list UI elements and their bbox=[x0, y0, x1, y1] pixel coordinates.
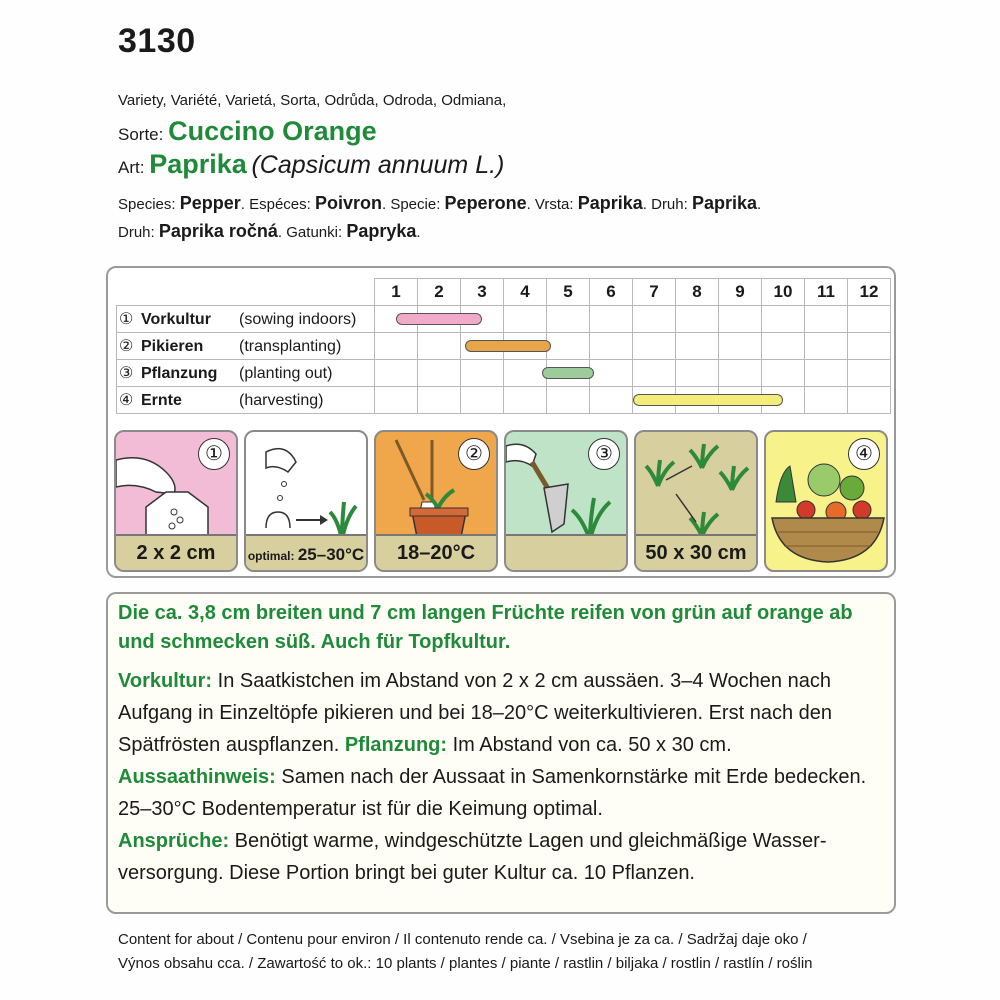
species-item: Specie: Peperone. bbox=[390, 193, 531, 213]
variety-name: Cuccino Orange bbox=[168, 116, 377, 146]
calendar-row-vorkultur bbox=[117, 306, 891, 333]
keyword-vorkultur: Vorkultur: bbox=[118, 670, 213, 692]
step-spacing bbox=[634, 430, 758, 572]
art-label: Art: bbox=[118, 158, 145, 177]
calendar-row-pflanzung bbox=[117, 360, 891, 387]
species-item: Druh: Paprika ročná. bbox=[118, 221, 283, 241]
species-name: Paprika bbox=[149, 149, 247, 179]
calendar-bar bbox=[542, 367, 594, 379]
month-header: 3 bbox=[461, 279, 504, 306]
month-header: 2 bbox=[418, 279, 461, 306]
calendar-corner bbox=[117, 279, 375, 306]
step-badge: ① bbox=[198, 438, 230, 470]
step-label: 18–20°C bbox=[396, 542, 476, 564]
content-footer bbox=[118, 928, 918, 976]
footer-line: Content for about / Contenu pour environ / Il contenuto rende ca. / Vsebina je za ca. / Sadržaj daje oko / bbox=[118, 931, 807, 948]
step-harvest bbox=[764, 430, 888, 572]
cultivation-panel bbox=[106, 266, 896, 578]
footer-line: Výnos obsahu cca. / Zawartość to ok.: 10 plants / plantes / piante / rastlin / biljaka / rostlin / rastlín / roślin bbox=[118, 955, 813, 972]
month-header: 4 bbox=[504, 279, 547, 306]
step-badge: ③ bbox=[588, 438, 620, 470]
text-aussaathinweis: Samen nach der Aussaat in Samenkornstärke mit Erde bedecken. 25–30°C Bodentemperatur ist für die Keimung optimal. bbox=[118, 766, 867, 820]
step-sowing bbox=[114, 430, 238, 572]
row-label: ④ Ernte (harvesting) bbox=[117, 387, 375, 414]
text-pflanzung: Im Abstand von ca. 50 x 30 cm. bbox=[447, 734, 732, 756]
variety-row bbox=[118, 116, 377, 147]
step-label: optimal: 25–30°C bbox=[247, 545, 365, 564]
description-box bbox=[106, 592, 896, 914]
row-label: ② Pikieren (transplanting) bbox=[117, 333, 375, 360]
spacing-icon bbox=[636, 432, 758, 542]
latin-name: (Capsicum annuum L.) bbox=[251, 151, 505, 179]
text-vorkultur: In Saatkistchen im Abstand von 2 x 2 cm aussäen. 3–4 Wochen nach Aufgang in Einzeltöpfe pikieren und bei 18–20°C weiterkultivieren. Erst nach den Spätfrösten auspflanzen. bbox=[118, 670, 832, 756]
month-header: 11 bbox=[805, 279, 848, 306]
species-item: Vrsta: Paprika. bbox=[534, 193, 647, 213]
calendar-bar bbox=[633, 394, 784, 406]
row-label: ① Vorkultur (sowing indoors) bbox=[117, 306, 375, 333]
step-germination bbox=[244, 430, 368, 572]
product-code: 3130 bbox=[118, 22, 196, 60]
fruit-description: Die ca. 3,8 cm breiten und 7 cm langen Früchte reifen von grün auf orange ab und schmecken süß. Auch für Topfkultur. bbox=[118, 602, 853, 653]
month-header: 9 bbox=[719, 279, 762, 306]
step-planting-out bbox=[504, 430, 628, 572]
variety-label: Variety, Variété, Varietá, Sorta, Odrůda, Odroda, Odmiana, bbox=[118, 92, 507, 109]
month-header: 5 bbox=[547, 279, 590, 306]
text-ansprueche: Benötigt warme, windgeschützte Lagen und gleichmäßige Wasserversorgung. Diese Portion bringt bei guter Kultur ca. 10 Pflanzen. bbox=[118, 830, 827, 884]
species-translations bbox=[118, 190, 958, 246]
month-header: 12 bbox=[848, 279, 891, 306]
species-item: Species: Pepper. bbox=[118, 193, 245, 213]
row-label: ③ Pflanzung (planting out) bbox=[117, 360, 375, 387]
step-transplanting bbox=[374, 430, 498, 572]
step-label: 2 x 2 cm bbox=[136, 542, 216, 564]
species-item: Gatunki: Papryka. bbox=[286, 221, 421, 241]
month-header: 10 bbox=[762, 279, 805, 306]
species-item: Druh: Paprika. bbox=[651, 193, 762, 213]
month-header: 8 bbox=[676, 279, 719, 306]
species-item: Espéces: Poivron. bbox=[249, 193, 387, 213]
species-row bbox=[118, 149, 504, 180]
sorte-label: Sorte: bbox=[118, 125, 164, 144]
keyword-aussaathinweis: Aussaathinweis: bbox=[118, 766, 276, 788]
step-label: 50 x 30 cm bbox=[645, 542, 747, 564]
month-header: 7 bbox=[633, 279, 676, 306]
step-badge: ④ bbox=[848, 438, 880, 470]
keyword-pflanzung: Pflanzung: bbox=[344, 734, 448, 756]
month-header: 1 bbox=[375, 279, 418, 306]
instructions bbox=[118, 665, 884, 889]
step-badge: ② bbox=[458, 438, 490, 470]
germination-icon bbox=[246, 432, 368, 542]
calendar-bar bbox=[396, 313, 482, 325]
keyword-ansprueche: Ansprüche: bbox=[118, 830, 230, 852]
month-header: 6 bbox=[590, 279, 633, 306]
calendar-bar bbox=[465, 340, 551, 352]
